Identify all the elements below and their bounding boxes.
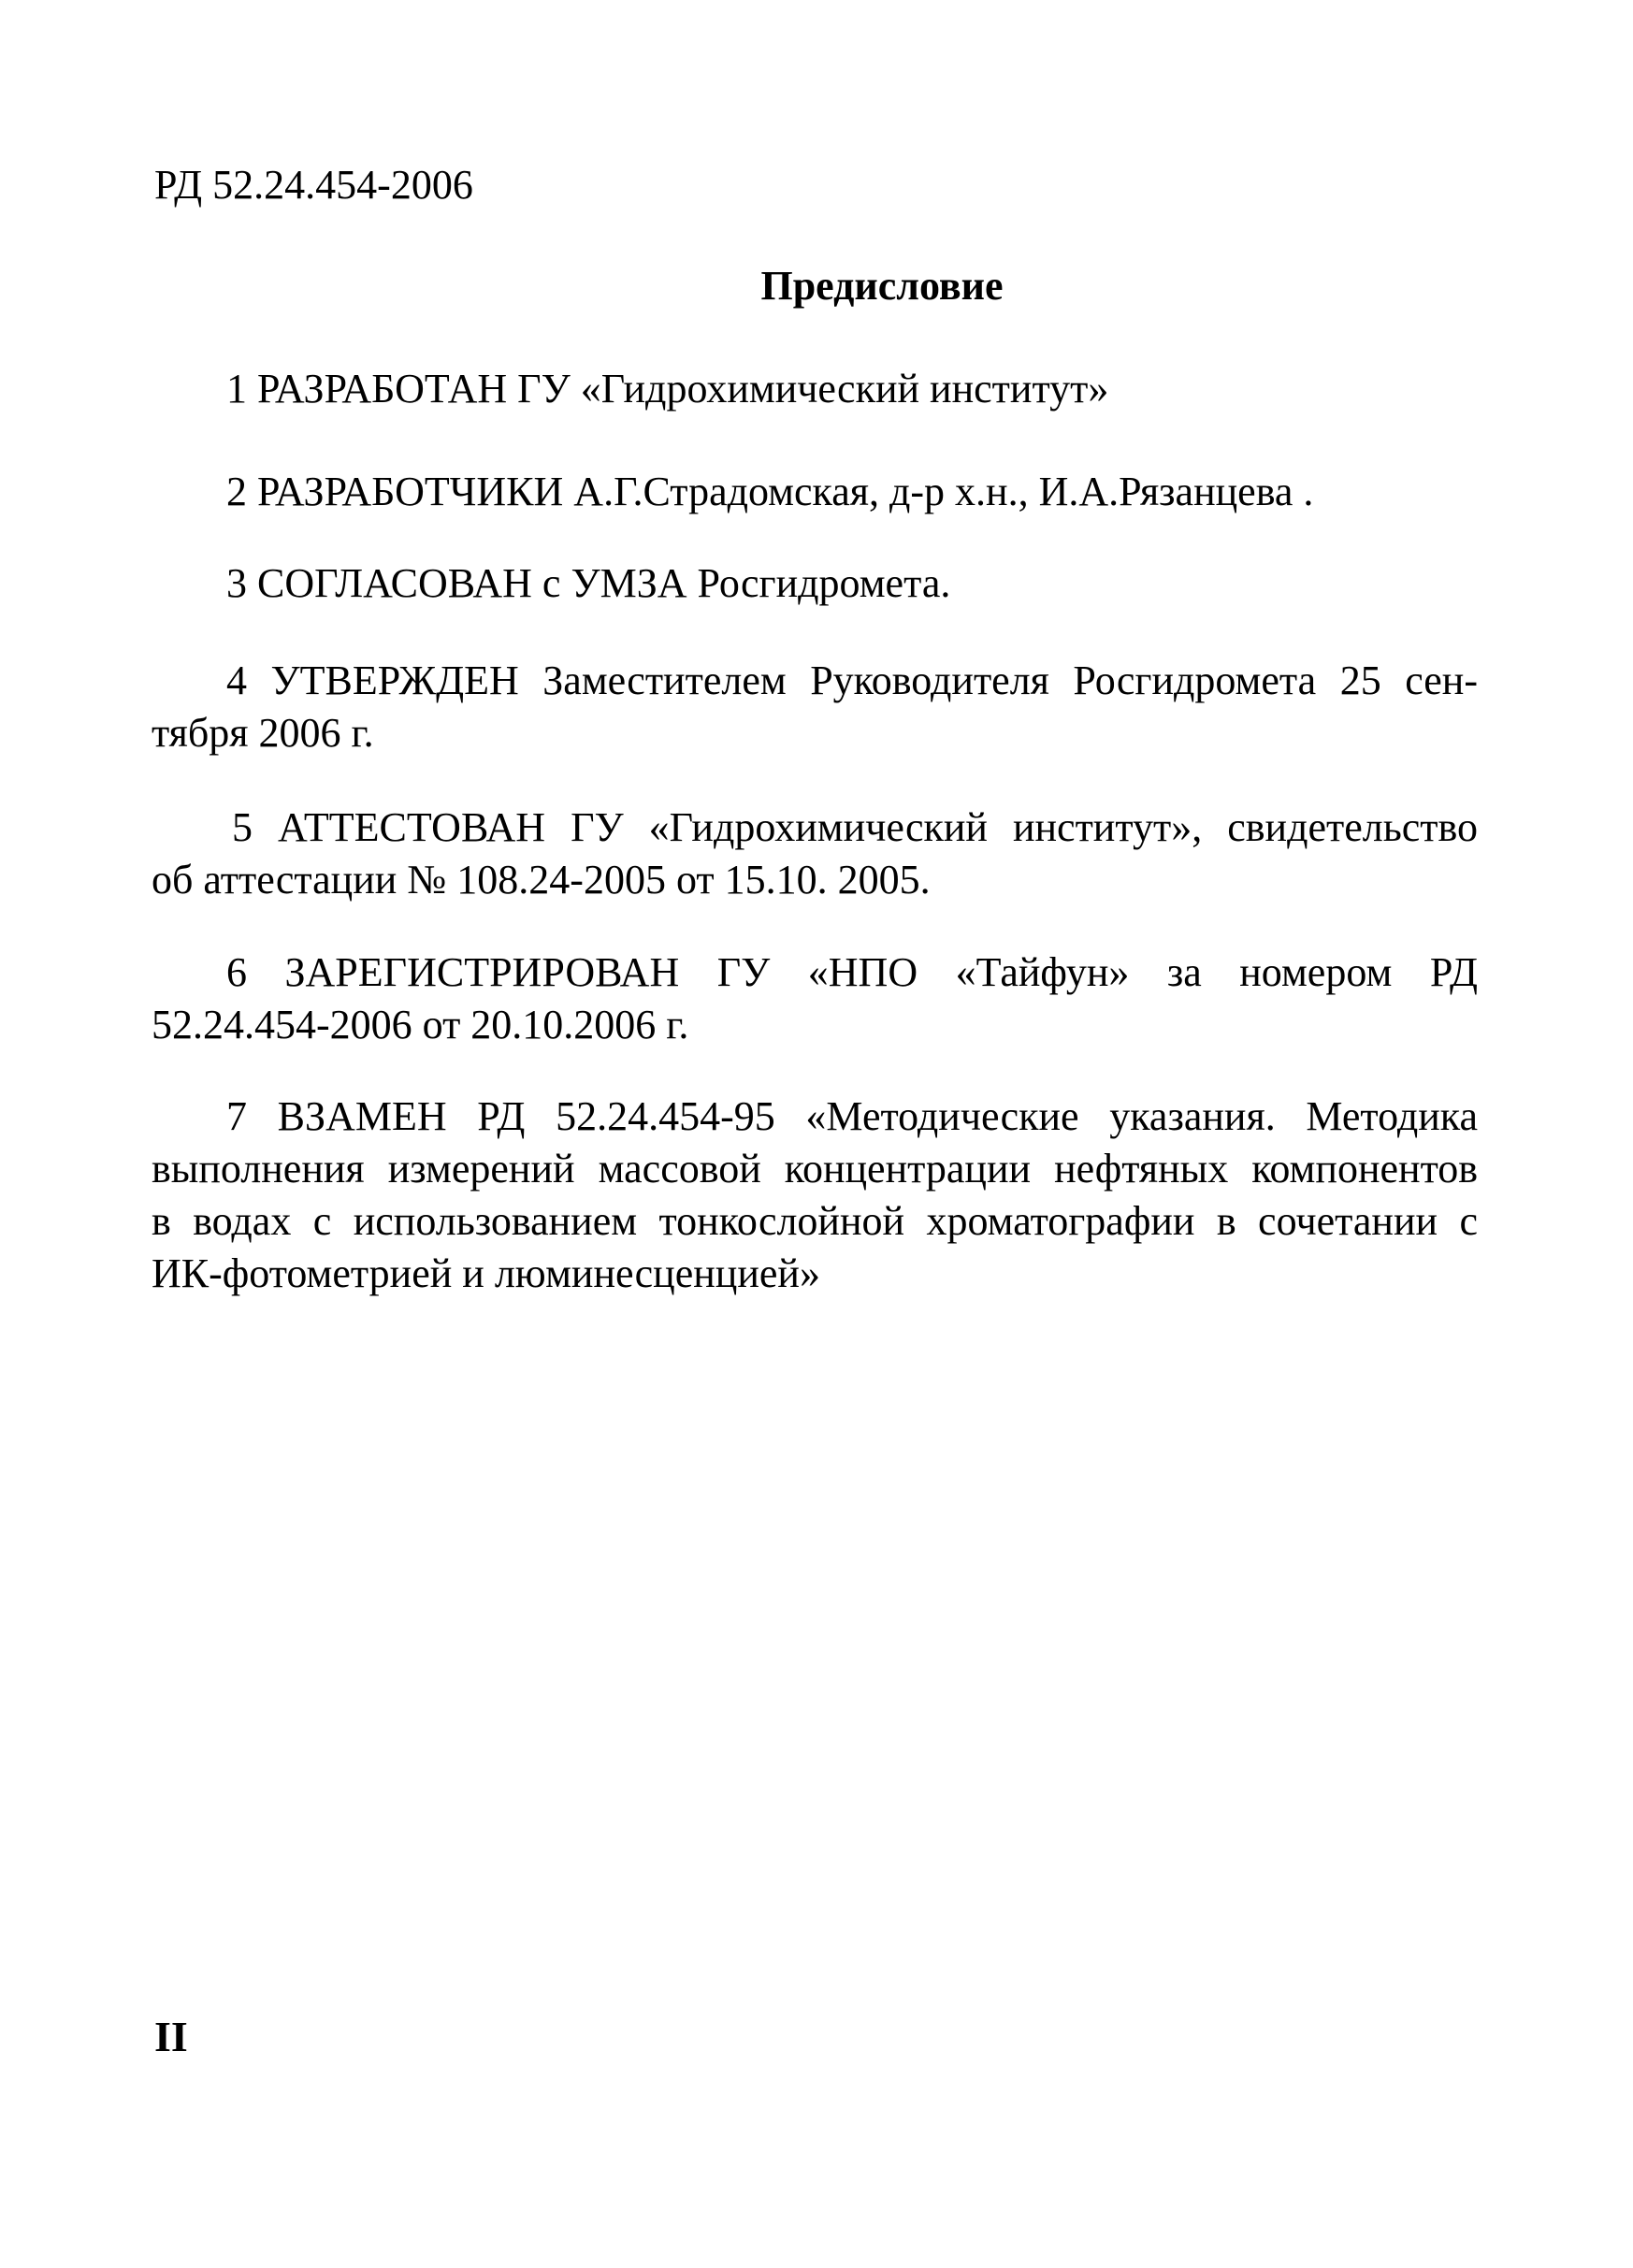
preface-item-4-line-2: тября 2006 г. [152, 710, 374, 756]
preface-item-4 [152, 655, 1478, 759]
preface-item-7 [152, 1091, 1478, 1300]
preface-item-4-line-1: 4 УТВЕРЖДЕН Заместителем Руководителя Росгидромета 25 сен- [226, 657, 1478, 703]
preface-item-7-line-2: выполнения измерений массовой концентрации нефтяных компонентов [152, 1146, 1478, 1192]
preface-item-7-line-1: 7 ВЗАМЕН РД 52.24.454-95 «Методические указания. Методика [226, 1093, 1478, 1139]
preface-item-2-line-1: 2 РАЗРАБОТЧИКИ А.Г.Страдомская, д-р х.н., И.А.Рязанцева . [226, 469, 1314, 514]
preface-item-3-line-1: 3 СОГЛАСОВАН с УМЗА Росгидромета. [226, 560, 951, 606]
preface-item-1-line-1: 1 РАЗРАБОТАН ГУ «Гидрохимический институт» [226, 366, 1109, 412]
page-title: Предисловие [760, 263, 1004, 309]
preface-item-7-line-4: ИК-фотометрией и люминесценцией» [152, 1250, 820, 1296]
preface-item-5 [152, 802, 1478, 906]
preface-item-6-line-2: 52.24.454-2006 от 20.10.2006 г. [152, 1002, 689, 1047]
preface-item-5-line-2: об аттестации № 108.24-2005 от 15.10. 2005. [152, 857, 931, 903]
preface-item-7-line-3: в водах с использованием тонкослойной хроматографии в сочетании с [152, 1198, 1478, 1244]
preface-item-3 [152, 557, 1478, 610]
page-number: II [154, 2013, 188, 2060]
preface-item-1 [152, 363, 1478, 415]
document-code: РД 52.24.454-2006 [154, 162, 473, 208]
preface-item-6 [152, 946, 1478, 1051]
preface-item-5-line-1: 5 АТТЕСТОВАН ГУ «Гидрохимический институт», свидетельство [232, 804, 1478, 850]
preface-item-2 [152, 466, 1478, 518]
preface-item-6-line-1: 6 ЗАРЕГИСТРИРОВАН ГУ «НПО «Тайфун» за номером РД [226, 949, 1478, 995]
